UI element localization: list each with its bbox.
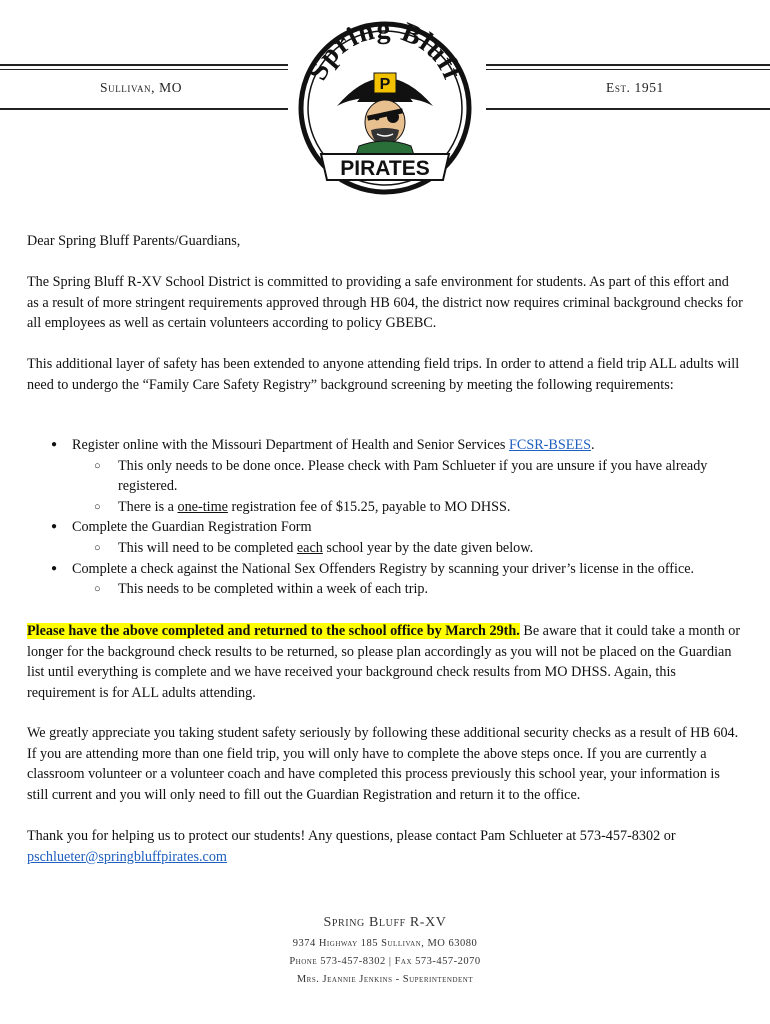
- header-rule-right-mid: [486, 69, 770, 70]
- footer: [0, 915, 770, 989]
- list-subitem: ○ This needs to be completed within a week of each trip.: [72, 579, 743, 600]
- letter-paragraph-3: Please have the above completed and returned to the school office by March 29th. Be aware that it could take a month or longer for the background check results to be returned, so please plan accordingly as you will not be placed on the Guardian list until everything is complete and we have received your background check results from MO DHSS. Again, this requirement is for ALL adults attending.: [27, 623, 741, 701]
- letter-paragraph-5: Thank you for helping us to protect our students! Any questions, please contact Pam Schlueter at 573-457-8302 or pschlueter@springbluffpirates.com: [27, 828, 676, 865]
- footer-district-name: Spring Bluff R-XV: [323, 915, 447, 930]
- header-established: Est. 1951: [606, 80, 664, 95]
- requirements-list: [27, 435, 743, 600]
- footer-address: 9374 Highway 185 Sullivan, MO 63080: [292, 938, 478, 949]
- contact-email-link[interactable]: pschlueter@springbluffpirates.com: [27, 848, 227, 865]
- letter-paragraph-1: The Spring Bluff R-XV School District is committed to providing a safe environment for students. As part of this effort and as a result of more stringent requirements approved through HB 604, the district now requires criminal background checks for all employees as well as certain volunteers according to policy GBEBC.: [27, 274, 743, 332]
- logo-hat-letter: P: [379, 76, 391, 93]
- header-rule-right-top: [486, 64, 770, 66]
- list-subitem: ○ There is a one-time registration fee of $15.25, payable to MO DHSS.: [72, 497, 743, 518]
- deadline-highlight: Please have the above completed and returned to the school office by March 29th.: [27, 623, 520, 639]
- pirate-logo-icon: [297, 10, 473, 206]
- letter-paragraph-2: This additional layer of safety has been extended to anyone attending field trips. In order to attend a field trip ALL adults will need to undergo the “Family Care Safety Registry” background screening by meeting the following requirements:: [27, 356, 740, 393]
- list-item-register-online: ● Register online with the Missouri Department of Health and Senior Services FCSR-BSEES. ○ This only needs to be done once. Please check with Pam Schlueter if you are unsure if you have already registered. ○ There is a one-time registration fee of $15.25, payable to MO DHSS.: [27, 435, 743, 517]
- list-subitem: ○ This only needs to be done once. Please check with Pam Schlueter if you are unsure if you have already registered.: [72, 456, 743, 497]
- list-subitem: ○ This will need to be completed each school year by the date given below.: [72, 538, 743, 559]
- logo-arc-text: Spring Bluff: [301, 13, 469, 86]
- footer-phone: Phone 573-457-8302 | Fax 573-457-2070: [289, 956, 481, 967]
- list-item-offenders-registry: ● Complete a check against the National Sex Offenders Registry by scanning your driver’s license in the office. ○ This needs to be completed within a week of each trip.: [27, 559, 743, 600]
- fcsr-bsees-link[interactable]: FCSR-BSEES: [508, 437, 591, 453]
- header-rule-left-mid: [0, 69, 288, 70]
- header-location: Sullivan, MO: [100, 80, 183, 95]
- header-rule-right-bottom: [486, 108, 770, 110]
- list-item-guardian-form: ● Complete the Guardian Registration Form ○ This will need to be completed each school year by the date given below.: [27, 517, 743, 558]
- header-rule-left-top: [0, 64, 288, 66]
- letter-greeting: Dear Spring Bluff Parents/Guardians,: [27, 233, 241, 249]
- footer-superintendent: Mrs. Jeannie Jenkins - Superintendent: [296, 974, 474, 985]
- school-logo: [297, 10, 473, 206]
- header-rule-left-bottom: [0, 108, 288, 110]
- letter-paragraph-4: We greatly appreciate you taking student safety seriously by following these additional security checks as a result of HB 604. If you are attending more than one field trip, you will only have to complete the above steps once. If you are currently a classroom volunteer or a volunteer coach and have completed this process previously this school year, your information is still current and you will only need to fill out the Guardian Registration and return it to the office.: [27, 725, 739, 803]
- logo-banner-text: PIRATES: [340, 157, 430, 180]
